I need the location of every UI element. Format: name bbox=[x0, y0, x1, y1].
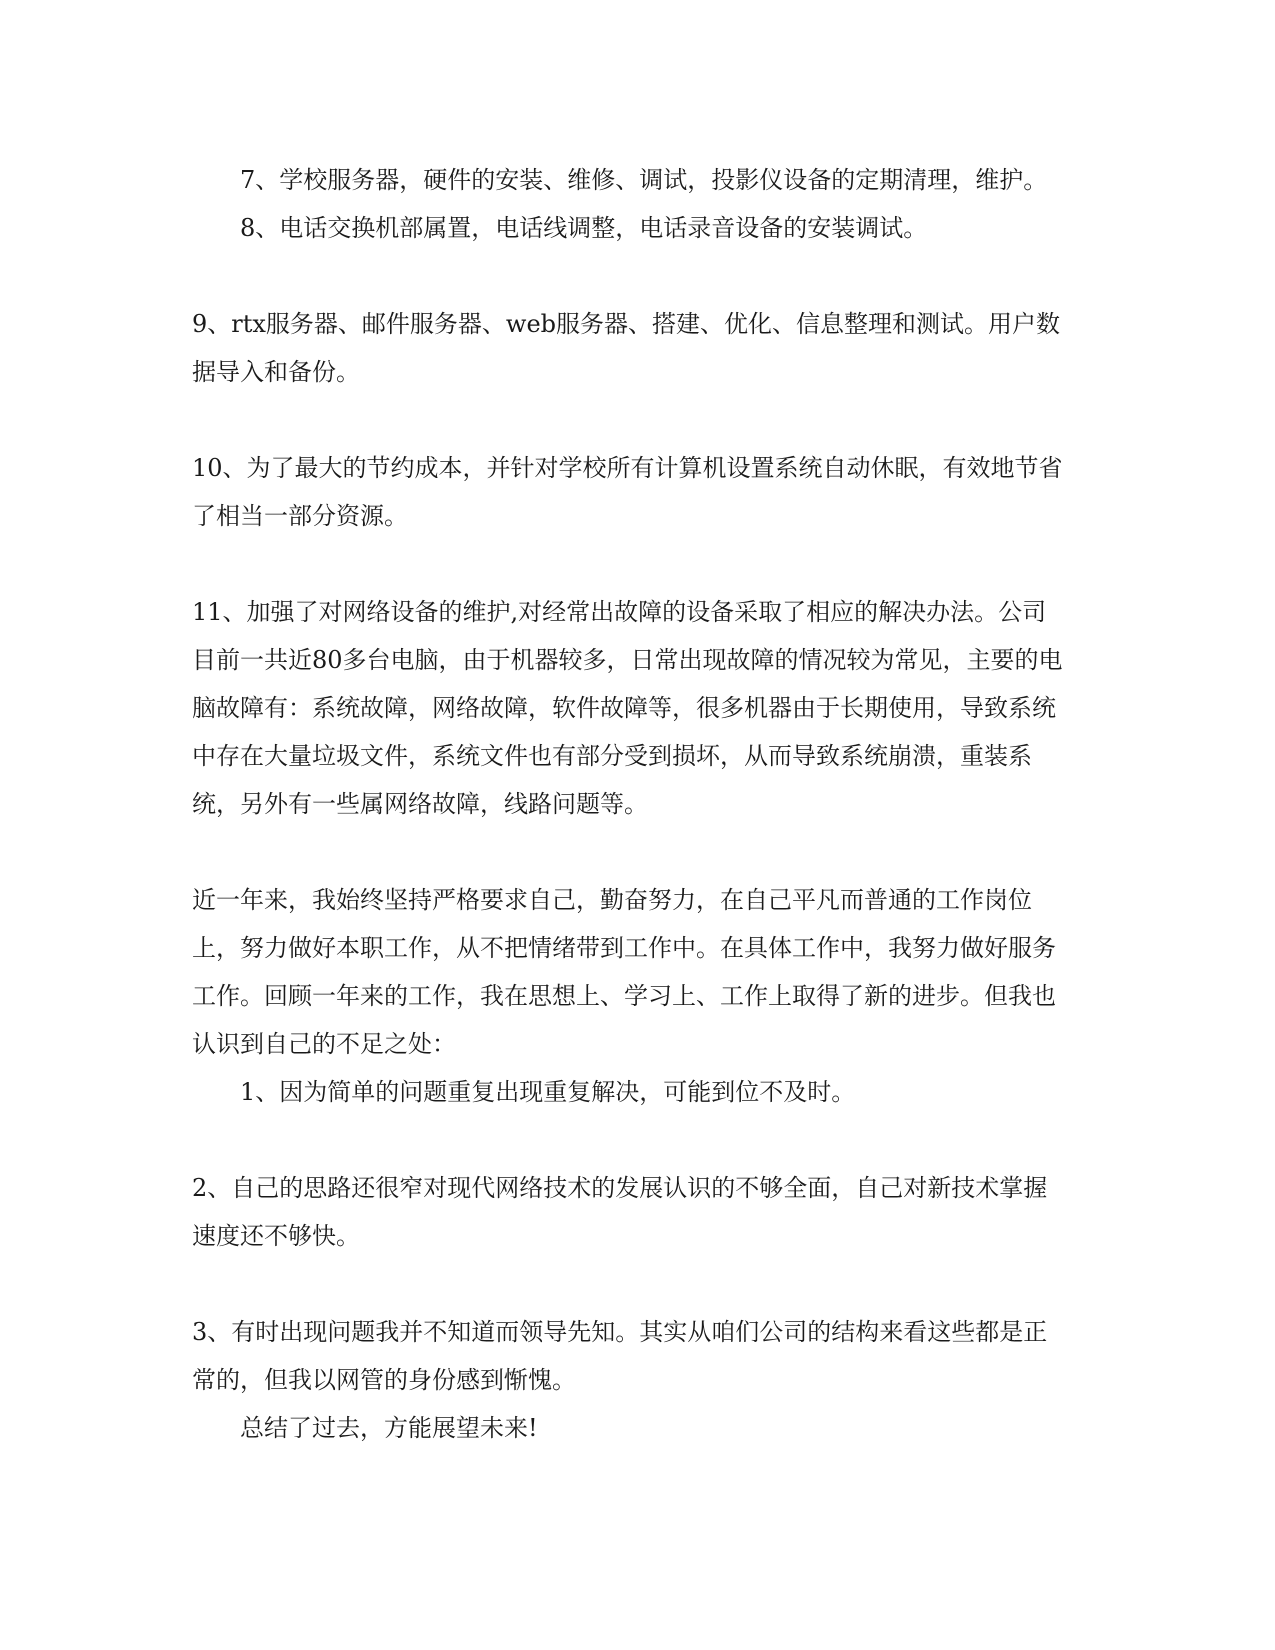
shortcoming-item-2: 2、自己的思路还很窄对现代网络技术的发展认识的不够全面，自己对新技术掌握速度还不够快。 bbox=[192, 1174, 1048, 1250]
closing-line: 总结了过去，方能展望未来! bbox=[240, 1414, 538, 1442]
paragraph-item-10: 10、为了最大的节约成本，并针对学校所有计算机设置系统自动休眠，有效地节省了相当一部分资源。 bbox=[192, 454, 1063, 530]
shortcoming-item-3: 3、有时出现问题我并不知道而领导先知。其实从咱们公司的结构来看这些都是正常的，但我以网管的身份感到惭愧。 bbox=[192, 1318, 1048, 1394]
paragraph-item-7: 7、学校服务器，硬件的安装、维修、调试，投影仪设备的定期清理，维护。 bbox=[240, 166, 1048, 194]
paragraph-item-11: 11、加强了对网络设备的维护,对经常出故障的设备采取了相应的解决办法。公司目前一共近80多台电脑，由于机器较多，日常出现故障的情况较为常见，主要的电脑故障有：系统故障，网络故障，软件故障等，很多机器由于长期使用，导致系统中存在大量垃圾文件，系统文件也有部分受到损坏，从而导致系统崩溃，重装系统，另外有一些属网络故障，线路问题等。 bbox=[192, 598, 1063, 818]
shortcoming-item-1: 1、因为简单的问题重复出现重复解决，可能到位不及时。 bbox=[240, 1078, 856, 1106]
paragraph-summary: 近一年来，我始终坚持严格要求自己，勤奋努力，在自己平凡而普通的工作岗位上，努力做好本职工作，从不把情绪带到工作中。在具体工作中，我努力做好服务工作。回顾一年来的工作，我在思想上、学习上、工作上取得了新的进步。但我也认识到自己的不足之处： bbox=[192, 886, 1056, 1058]
document-body bbox=[192, 156, 1068, 1452]
paragraph-item-9: 9、rtx服务器、邮件服务器、web服务器、搭建、优化、信息整理和测试。用户数据导入和备份。 bbox=[192, 310, 1061, 386]
paragraph-item-8: 8、电话交换机部属置，电话线调整，电话录音设备的安装调试。 bbox=[240, 214, 928, 242]
